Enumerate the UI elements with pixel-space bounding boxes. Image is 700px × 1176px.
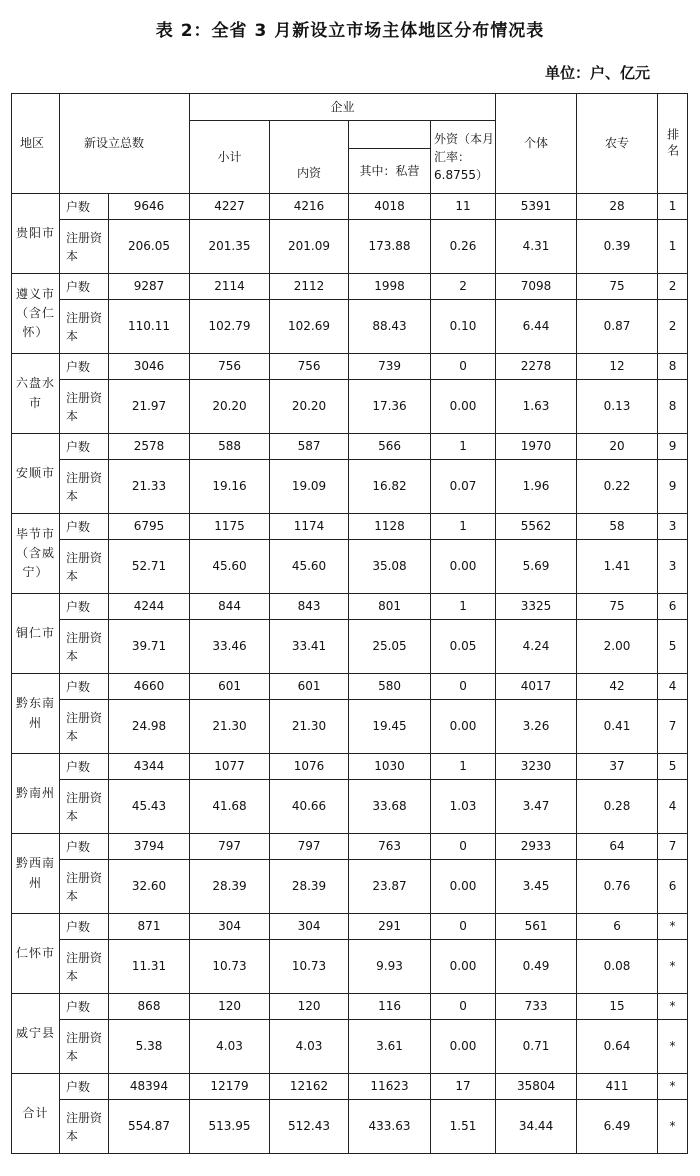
cell-rank: 2	[658, 300, 688, 354]
cell-rank: 4	[658, 674, 688, 700]
cell-subtotal: 2114	[190, 274, 270, 300]
table-row	[12, 194, 688, 220]
table-row	[12, 354, 688, 380]
cell-private: 25.05	[349, 620, 431, 674]
cell-farm: 411	[577, 1074, 658, 1100]
cell-farm: 58	[577, 514, 658, 540]
cell-individual: 4.31	[496, 220, 577, 274]
cell-domestic: 120	[270, 994, 349, 1020]
cell-individual: 7098	[496, 274, 577, 300]
region-name: 遵义市（含仁怀）	[12, 274, 60, 354]
cell-subtotal: 28.39	[190, 860, 270, 914]
cell-subtotal: 41.68	[190, 780, 270, 834]
row-label-households: 户数	[60, 274, 109, 300]
table-row	[12, 540, 688, 594]
region-name: 黔西南州	[12, 834, 60, 914]
cell-total: 4344	[109, 754, 190, 780]
cell-individual: 3230	[496, 754, 577, 780]
cell-rank: *	[658, 1020, 688, 1074]
row-label-capital: 注册资本	[60, 540, 109, 594]
cell-foreign: 1.51	[431, 1100, 496, 1154]
row-label-households: 户数	[60, 594, 109, 620]
header-private-spacer	[349, 121, 431, 149]
cell-foreign: 2	[431, 274, 496, 300]
row-label-capital: 注册资本	[60, 860, 109, 914]
cell-private: 801	[349, 594, 431, 620]
cell-foreign: 0.00	[431, 700, 496, 754]
cell-domestic: 1076	[270, 754, 349, 780]
header-total: 新设立总数	[60, 94, 190, 194]
row-label-households: 户数	[60, 354, 109, 380]
cell-private: 16.82	[349, 460, 431, 514]
region-name: 威宁县	[12, 994, 60, 1074]
cell-total: 39.71	[109, 620, 190, 674]
cell-domestic: 304	[270, 914, 349, 940]
cell-individual: 733	[496, 994, 577, 1020]
cell-rank: 6	[658, 860, 688, 914]
cell-rank: 2	[658, 274, 688, 300]
cell-subtotal: 33.46	[190, 620, 270, 674]
cell-total: 4244	[109, 594, 190, 620]
cell-subtotal: 588	[190, 434, 270, 460]
cell-farm: 0.87	[577, 300, 658, 354]
header-subtotal: 小计	[190, 121, 270, 194]
table-row	[12, 620, 688, 674]
region-name: 仁怀市	[12, 914, 60, 994]
table-row	[12, 274, 688, 300]
cell-private: 580	[349, 674, 431, 700]
table-title: 表 2：全省 3 月新设立市场主体地区分布情况表	[155, 21, 545, 41]
cell-rank: 8	[658, 354, 688, 380]
table-row	[12, 914, 688, 940]
cell-individual: 5562	[496, 514, 577, 540]
cell-farm: 6.49	[577, 1100, 658, 1154]
cell-farm: 12	[577, 354, 658, 380]
row-label-capital: 注册资本	[60, 380, 109, 434]
cell-subtotal: 844	[190, 594, 270, 620]
cell-total: 11.31	[109, 940, 190, 994]
header-region: 地区	[12, 94, 60, 194]
cell-farm: 42	[577, 674, 658, 700]
cell-private: 1128	[349, 514, 431, 540]
table-row	[12, 460, 688, 514]
cell-farm: 0.13	[577, 380, 658, 434]
cell-farm: 1.41	[577, 540, 658, 594]
row-label-capital: 注册资本	[60, 700, 109, 754]
cell-total: 5.38	[109, 1020, 190, 1074]
cell-individual: 561	[496, 914, 577, 940]
cell-farm: 0.64	[577, 1020, 658, 1074]
cell-foreign: 0.10	[431, 300, 496, 354]
row-label-households: 户数	[60, 434, 109, 460]
cell-subtotal: 10.73	[190, 940, 270, 994]
cell-rank: *	[658, 940, 688, 994]
cell-individual: 4017	[496, 674, 577, 700]
row-label-households: 户数	[60, 994, 109, 1020]
region-name: 贵阳市	[12, 194, 60, 274]
cell-foreign: 1	[431, 434, 496, 460]
row-label-capital: 注册资本	[60, 1100, 109, 1154]
cell-foreign: 0	[431, 674, 496, 700]
region-name: 铜仁市	[12, 594, 60, 674]
cell-foreign: 0.00	[431, 540, 496, 594]
cell-subtotal: 797	[190, 834, 270, 860]
cell-domestic: 4.03	[270, 1020, 349, 1074]
table-row	[12, 220, 688, 274]
table-row	[12, 434, 688, 460]
cell-total: 110.11	[109, 300, 190, 354]
cell-individual: 3.45	[496, 860, 577, 914]
row-label-households: 户数	[60, 674, 109, 700]
cell-individual: 5391	[496, 194, 577, 220]
cell-total: 868	[109, 994, 190, 1020]
cell-farm: 6	[577, 914, 658, 940]
row-label-households: 户数	[60, 194, 109, 220]
cell-private: 33.68	[349, 780, 431, 834]
cell-farm: 2.00	[577, 620, 658, 674]
cell-foreign: 1	[431, 594, 496, 620]
cell-farm: 0.22	[577, 460, 658, 514]
cell-individual: 1.96	[496, 460, 577, 514]
cell-foreign: 0.00	[431, 860, 496, 914]
cell-private: 116	[349, 994, 431, 1020]
cell-rank: 9	[658, 460, 688, 514]
cell-subtotal: 12179	[190, 1074, 270, 1100]
cell-rank: *	[658, 1074, 688, 1100]
cell-domestic: 201.09	[270, 220, 349, 274]
row-label-households: 户数	[60, 754, 109, 780]
cell-subtotal: 4.03	[190, 1020, 270, 1074]
header-domestic: 内资	[270, 121, 349, 194]
cell-subtotal: 201.35	[190, 220, 270, 274]
cell-individual: 2278	[496, 354, 577, 380]
cell-subtotal: 4227	[190, 194, 270, 220]
row-label-capital: 注册资本	[60, 780, 109, 834]
cell-individual: 34.44	[496, 1100, 577, 1154]
row-label-capital: 注册资本	[60, 300, 109, 354]
region-name: 安顺市	[12, 434, 60, 514]
cell-total: 48394	[109, 1074, 190, 1100]
table-row	[12, 594, 688, 620]
region-name: 黔东南州	[12, 674, 60, 754]
row-label-capital: 注册资本	[60, 1020, 109, 1074]
cell-foreign: 0.26	[431, 220, 496, 274]
cell-private: 763	[349, 834, 431, 860]
cell-domestic: 756	[270, 354, 349, 380]
cell-private: 739	[349, 354, 431, 380]
cell-rank: 3	[658, 514, 688, 540]
cell-domestic: 4216	[270, 194, 349, 220]
row-label-capital: 注册资本	[60, 940, 109, 994]
cell-rank: 9	[658, 434, 688, 460]
cell-subtotal: 21.30	[190, 700, 270, 754]
cell-rank: 5	[658, 620, 688, 674]
cell-rank: 7	[658, 834, 688, 860]
cell-domestic: 45.60	[270, 540, 349, 594]
row-label-households: 户数	[60, 514, 109, 540]
cell-foreign: 0	[431, 914, 496, 940]
unit-label: 单位：户、亿元	[544, 64, 650, 82]
cell-rank: 1	[658, 220, 688, 274]
header-enterprise: 企业	[190, 94, 496, 121]
table-row	[12, 860, 688, 914]
cell-domestic: 40.66	[270, 780, 349, 834]
cell-individual: 1.63	[496, 380, 577, 434]
cell-subtotal: 601	[190, 674, 270, 700]
cell-total: 6795	[109, 514, 190, 540]
cell-rank: *	[658, 994, 688, 1020]
cell-farm: 28	[577, 194, 658, 220]
cell-domestic: 12162	[270, 1074, 349, 1100]
cell-total: 206.05	[109, 220, 190, 274]
table-row	[12, 1020, 688, 1074]
cell-individual: 5.69	[496, 540, 577, 594]
cell-farm: 20	[577, 434, 658, 460]
cell-private: 3.61	[349, 1020, 431, 1074]
cell-farm: 0.28	[577, 780, 658, 834]
cell-subtotal: 1077	[190, 754, 270, 780]
cell-subtotal: 20.20	[190, 380, 270, 434]
table-row	[12, 780, 688, 834]
cell-total: 3046	[109, 354, 190, 380]
cell-individual: 35804	[496, 1074, 577, 1100]
cell-total: 21.97	[109, 380, 190, 434]
cell-foreign: 1	[431, 754, 496, 780]
region-name: 黔南州	[12, 754, 60, 834]
header-farm: 农专	[577, 94, 658, 194]
cell-individual: 0.71	[496, 1020, 577, 1074]
cell-rank: 6	[658, 594, 688, 620]
cell-farm: 0.08	[577, 940, 658, 994]
cell-foreign: 0	[431, 354, 496, 380]
cell-foreign: 0	[431, 994, 496, 1020]
cell-total: 9646	[109, 194, 190, 220]
cell-foreign: 0	[431, 834, 496, 860]
cell-individual: 3.26	[496, 700, 577, 754]
cell-domestic: 33.41	[270, 620, 349, 674]
cell-rank: 8	[658, 380, 688, 434]
row-label-households: 户数	[60, 1074, 109, 1100]
cell-private: 11623	[349, 1074, 431, 1100]
table-row	[12, 700, 688, 754]
cell-subtotal: 513.95	[190, 1100, 270, 1154]
cell-domestic: 2112	[270, 274, 349, 300]
cell-private: 17.36	[349, 380, 431, 434]
cell-total: 3794	[109, 834, 190, 860]
cell-domestic: 21.30	[270, 700, 349, 754]
cell-domestic: 512.43	[270, 1100, 349, 1154]
row-label-households: 户数	[60, 914, 109, 940]
cell-subtotal: 304	[190, 914, 270, 940]
table-row	[12, 300, 688, 354]
cell-private: 291	[349, 914, 431, 940]
cell-private: 23.87	[349, 860, 431, 914]
header-rank: 排名	[658, 94, 688, 194]
cell-rank: *	[658, 914, 688, 940]
cell-individual: 6.44	[496, 300, 577, 354]
cell-farm: 75	[577, 594, 658, 620]
cell-private: 35.08	[349, 540, 431, 594]
row-label-capital: 注册资本	[60, 620, 109, 674]
row-label-capital: 注册资本	[60, 220, 109, 274]
cell-domestic: 843	[270, 594, 349, 620]
cell-private: 4018	[349, 194, 431, 220]
header-foreign: 外资（本月汇率：6.8755）	[431, 121, 496, 194]
row-label-capital: 注册资本	[60, 460, 109, 514]
cell-domestic: 102.69	[270, 300, 349, 354]
table-row	[12, 754, 688, 780]
table-row	[12, 1100, 688, 1154]
cell-domestic: 1174	[270, 514, 349, 540]
cell-subtotal: 102.79	[190, 300, 270, 354]
cell-total: 2578	[109, 434, 190, 460]
cell-domestic: 10.73	[270, 940, 349, 994]
row-label-households: 户数	[60, 834, 109, 860]
cell-foreign: 0.00	[431, 380, 496, 434]
cell-total: 32.60	[109, 860, 190, 914]
cell-subtotal: 45.60	[190, 540, 270, 594]
cell-farm: 37	[577, 754, 658, 780]
region-name: 合计	[12, 1074, 60, 1154]
cell-farm: 64	[577, 834, 658, 860]
cell-rank: 1	[658, 194, 688, 220]
cell-private: 173.88	[349, 220, 431, 274]
region-name: 六盘水市	[12, 354, 60, 434]
table-row	[12, 834, 688, 860]
cell-private: 19.45	[349, 700, 431, 754]
cell-rank: 7	[658, 700, 688, 754]
cell-farm: 15	[577, 994, 658, 1020]
cell-domestic: 28.39	[270, 860, 349, 914]
cell-rank: *	[658, 1100, 688, 1154]
region-name: 毕节市（含威宁）	[12, 514, 60, 594]
cell-individual: 0.49	[496, 940, 577, 994]
cell-total: 9287	[109, 274, 190, 300]
cell-farm: 0.39	[577, 220, 658, 274]
cell-foreign: 0.00	[431, 940, 496, 994]
cell-individual: 2933	[496, 834, 577, 860]
cell-private: 9.93	[349, 940, 431, 994]
cell-domestic: 19.09	[270, 460, 349, 514]
cell-domestic: 20.20	[270, 380, 349, 434]
cell-total: 21.33	[109, 460, 190, 514]
cell-subtotal: 1175	[190, 514, 270, 540]
cell-foreign: 0.07	[431, 460, 496, 514]
cell-private: 566	[349, 434, 431, 460]
cell-foreign: 11	[431, 194, 496, 220]
table-row	[12, 940, 688, 994]
cell-individual: 4.24	[496, 620, 577, 674]
cell-total: 45.43	[109, 780, 190, 834]
cell-foreign: 1	[431, 514, 496, 540]
cell-domestic: 601	[270, 674, 349, 700]
cell-total: 52.71	[109, 540, 190, 594]
table-row	[12, 674, 688, 700]
cell-rank: 3	[658, 540, 688, 594]
cell-subtotal: 756	[190, 354, 270, 380]
header-private: 其中：私营	[349, 149, 431, 194]
cell-foreign: 1.03	[431, 780, 496, 834]
cell-private: 433.63	[349, 1100, 431, 1154]
cell-farm: 0.41	[577, 700, 658, 754]
region-distribution-table	[11, 93, 688, 1154]
table-row	[12, 1074, 688, 1100]
cell-private: 88.43	[349, 300, 431, 354]
cell-private: 1998	[349, 274, 431, 300]
cell-domestic: 797	[270, 834, 349, 860]
cell-domestic: 587	[270, 434, 349, 460]
table-row	[12, 514, 688, 540]
cell-subtotal: 120	[190, 994, 270, 1020]
cell-total: 871	[109, 914, 190, 940]
cell-farm: 75	[577, 274, 658, 300]
cell-foreign: 0.05	[431, 620, 496, 674]
table-row	[12, 994, 688, 1020]
cell-rank: 4	[658, 780, 688, 834]
cell-total: 554.87	[109, 1100, 190, 1154]
cell-foreign: 0.00	[431, 1020, 496, 1074]
cell-foreign: 17	[431, 1074, 496, 1100]
cell-subtotal: 19.16	[190, 460, 270, 514]
cell-private: 1030	[349, 754, 431, 780]
header-individual: 个体	[496, 94, 577, 194]
cell-farm: 0.76	[577, 860, 658, 914]
table-row	[12, 380, 688, 434]
cell-rank: 5	[658, 754, 688, 780]
cell-total: 24.98	[109, 700, 190, 754]
cell-individual: 1970	[496, 434, 577, 460]
cell-individual: 3.47	[496, 780, 577, 834]
cell-individual: 3325	[496, 594, 577, 620]
cell-total: 4660	[109, 674, 190, 700]
